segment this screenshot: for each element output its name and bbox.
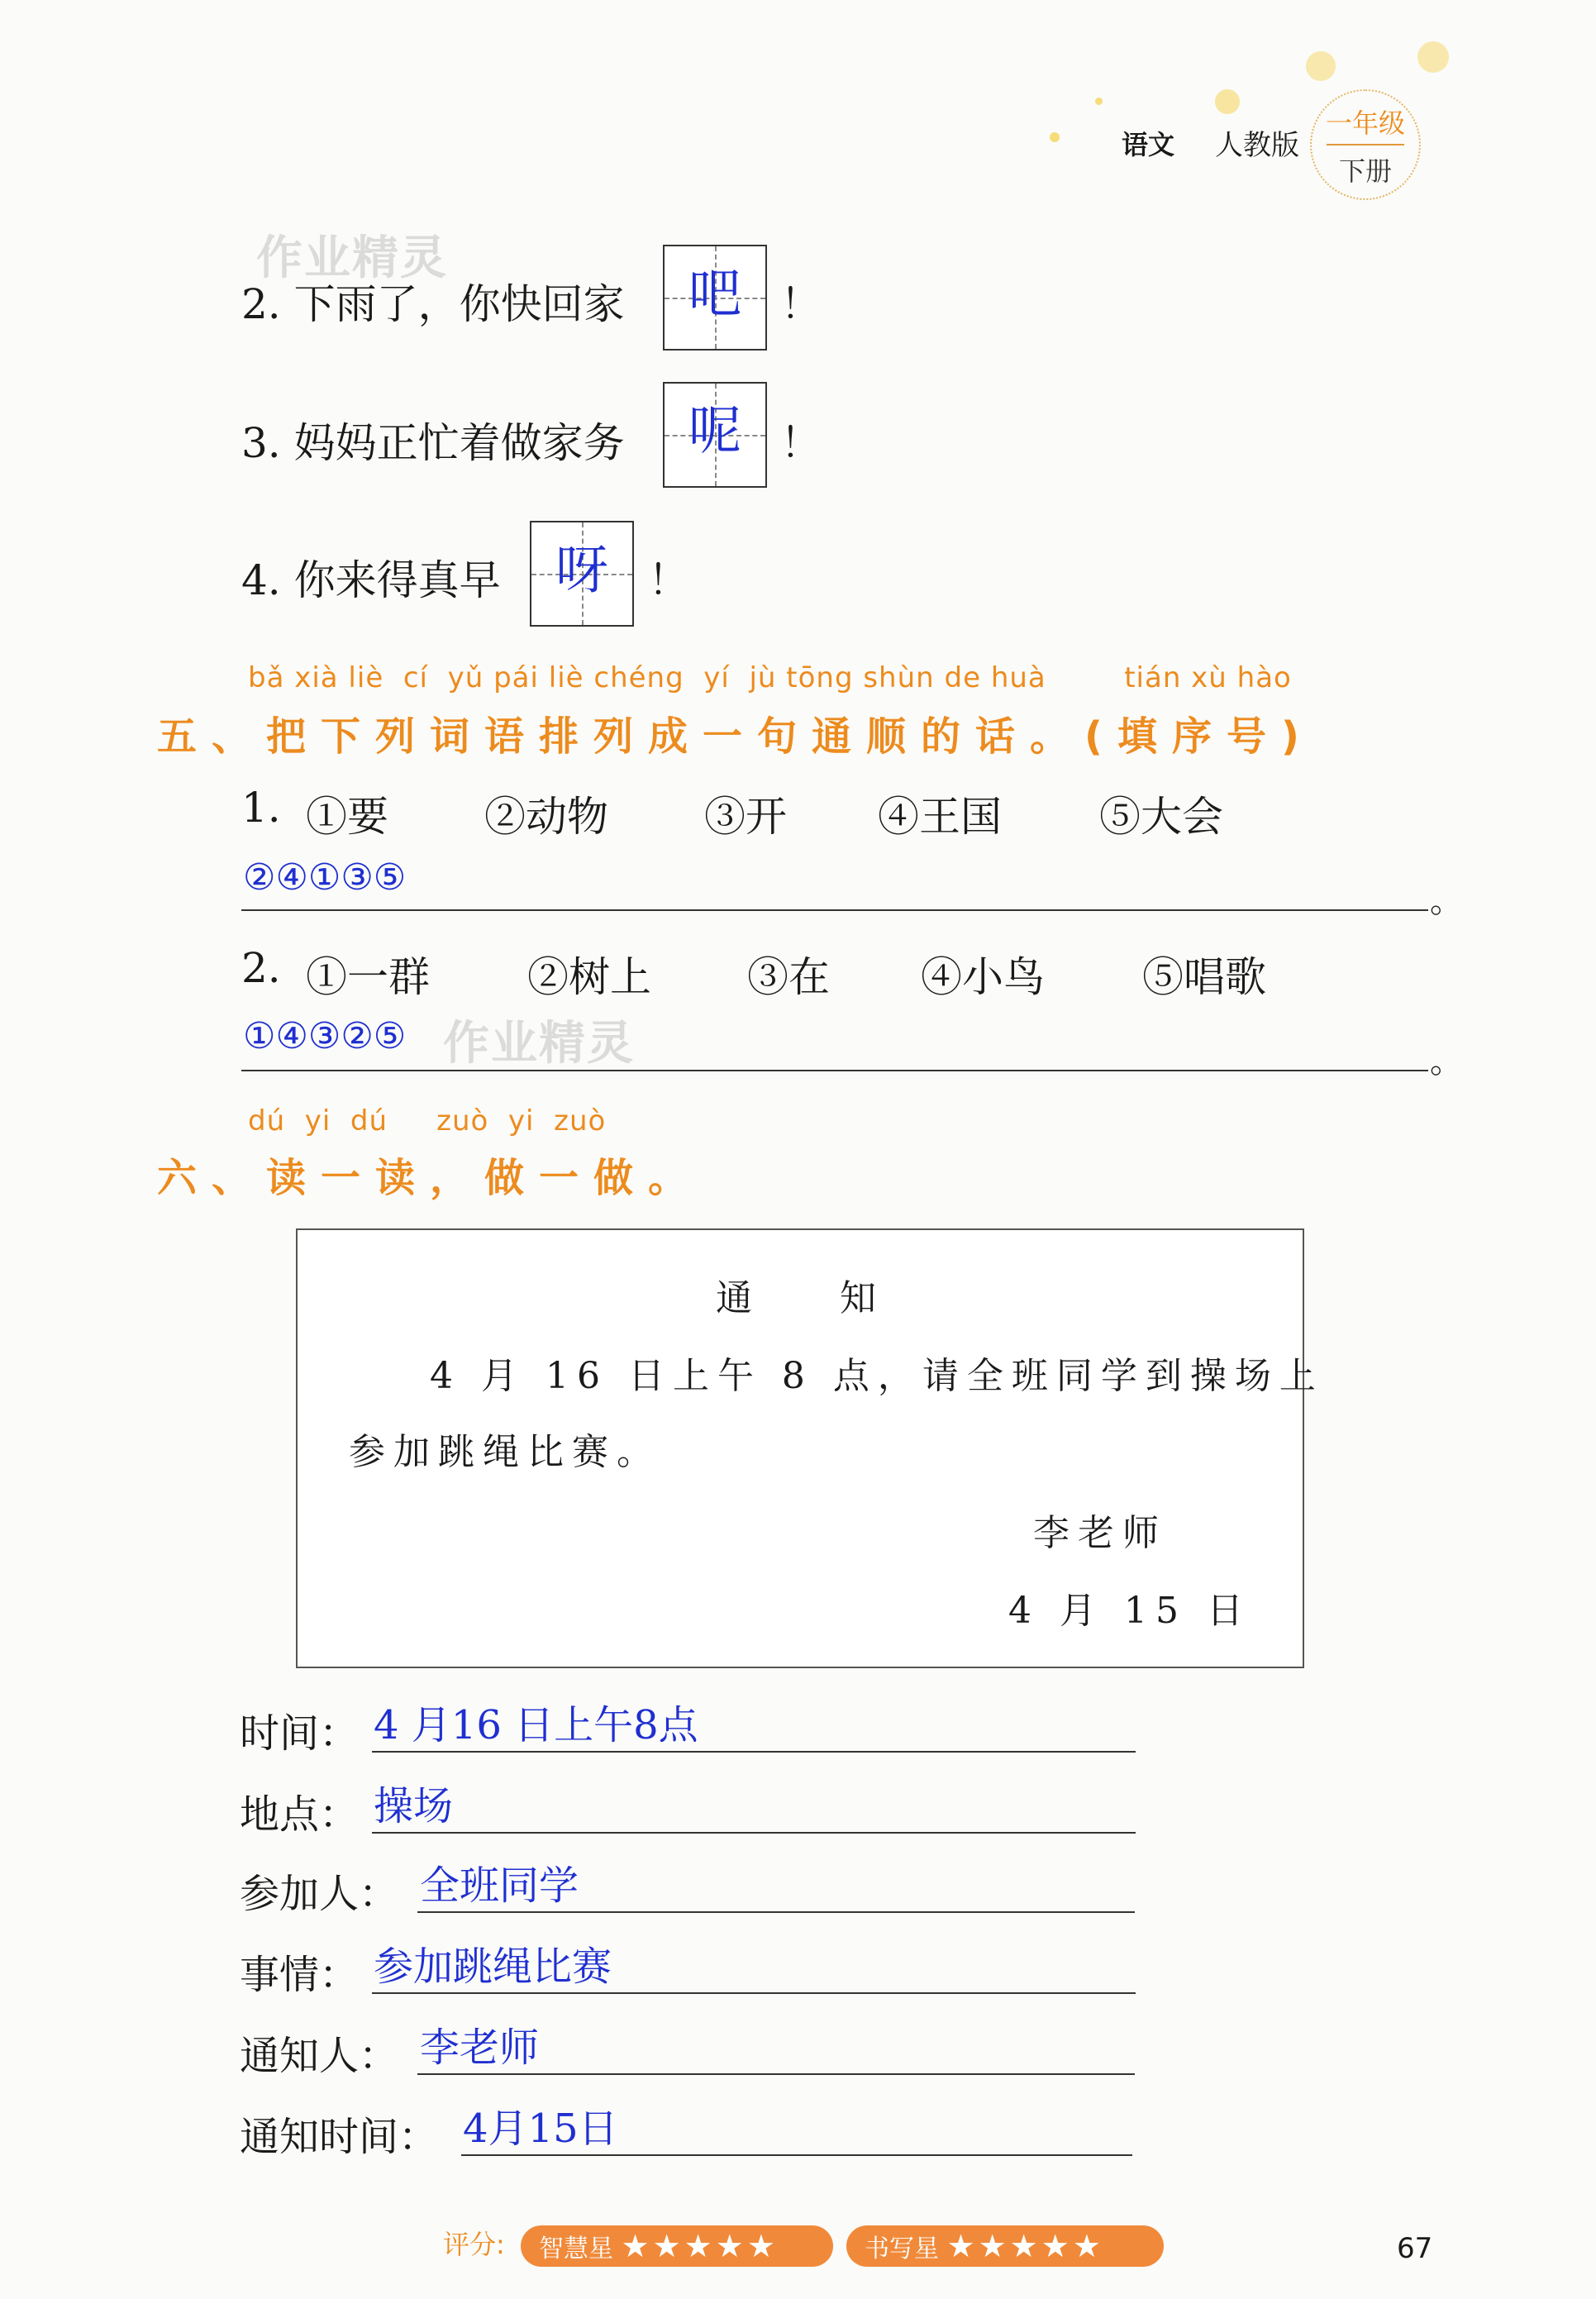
- field-line-participants: [417, 1911, 1135, 1913]
- watermark: 作业精灵: [256, 231, 448, 285]
- answer-box-3-char: 呢: [688, 401, 741, 462]
- section6-title: 六、读一读，做一做。: [157, 1155, 703, 1201]
- question-3-end: ！: [780, 419, 822, 467]
- field-value-place: 操场: [374, 1783, 454, 1829]
- s5-q1-answer: ②④①③⑤: [243, 856, 407, 899]
- field-label-notifier: 通知人：: [240, 2033, 399, 2079]
- question-2-text: 2. 下雨了，你快回家: [241, 280, 625, 328]
- section5-title: 五、把下列词语排列成一句通顺的话。(填序号): [157, 713, 1314, 760]
- notice-title: 通 知: [716, 1277, 884, 1319]
- s5-q1-word: ③开: [704, 793, 787, 841]
- field-value-participants: 全班同学: [420, 1863, 579, 1909]
- edition-label: 人教版: [1215, 129, 1299, 162]
- field-label-event: 事情：: [240, 1952, 360, 1998]
- field-line-event: [372, 1992, 1136, 1994]
- grade-label: 一年级: [1325, 107, 1405, 139]
- s5-q1-num: 1.: [241, 784, 281, 832]
- notice-date: 4 月 15 日: [1008, 1590, 1251, 1632]
- s5-q2-word: ②树上: [527, 953, 651, 1001]
- field-value-event: 参加跳绳比赛: [374, 1944, 612, 1990]
- s5-q1-word: ⑤大会: [1099, 793, 1223, 841]
- grade-badge: [1310, 89, 1421, 200]
- question-4-end: ！: [648, 556, 689, 604]
- score-label: 评分:: [443, 2229, 505, 2260]
- field-label-notice-time: 通知时间：: [240, 2114, 439, 2160]
- notice-line1: 4 月 16 日上午 8 点，请全班同学到操场上: [430, 1355, 1324, 1397]
- page-number: 67: [1397, 2232, 1433, 2265]
- s5-q2-line: [241, 1070, 1428, 1071]
- question-4-text: 4. 你来得真早: [241, 556, 501, 604]
- field-value-notifier: 李老师: [420, 2025, 540, 2071]
- field-label-time: 时间：: [240, 1710, 360, 1757]
- field-line-place: [372, 1832, 1136, 1834]
- wisdom-star-badge: [521, 2225, 833, 2267]
- notice-signer: 李老师: [1033, 1512, 1167, 1554]
- answer-box-2-char: 吧: [688, 264, 741, 325]
- writing-star-label: 书写星: [865, 2235, 939, 2263]
- field-line-notifier: [417, 2073, 1135, 2075]
- s5-q2-word: ①一群: [306, 953, 430, 1001]
- wisdom-star-label: 智慧星: [539, 2235, 613, 2263]
- subject-label: 语文: [1122, 129, 1175, 160]
- s5-q1-period: 。: [1430, 882, 1463, 920]
- section6-pinyin: dú yi dú zuò yi zuò: [248, 1104, 607, 1138]
- notice-line2: 参加跳绳比赛。: [349, 1431, 661, 1473]
- question-3-text: 3. 妈妈正忙着做家务: [241, 419, 625, 467]
- field-value-notice-time: 4月15日: [463, 2106, 618, 2152]
- field-line-notice-time: [461, 2154, 1132, 2156]
- s5-q2-period: 。: [1430, 1042, 1463, 1080]
- s5-q2-word: ④小鸟: [921, 953, 1045, 1001]
- writing-star-badge: [846, 2225, 1164, 2267]
- field-value-time: 4 月16 日上午8点: [374, 1702, 698, 1748]
- question-2-end: ！: [780, 280, 822, 328]
- answer-box-2: [663, 245, 767, 351]
- notice-box: [296, 1228, 1324, 1668]
- section5-pinyin: bǎ xià liè cí yǔ pái liè chéng yí jù tōng shùn de huà tián xù hào: [248, 661, 1292, 694]
- s5-q1-word: ④王国: [878, 793, 1002, 841]
- field-label-participants: 参加人：: [240, 1871, 399, 1917]
- writing-stars: ★★★★★: [946, 2228, 1104, 2264]
- answer-box-3: [663, 382, 767, 488]
- wisdom-stars: ★★★★★: [621, 2228, 779, 2264]
- s5-q2-num: 2.: [241, 944, 281, 992]
- s5-q1-word: ①要: [306, 793, 388, 841]
- s5-q1-line: [241, 909, 1428, 911]
- volume-label: 下册: [1338, 155, 1392, 187]
- answer-box-4-char: 呀: [555, 540, 608, 601]
- s5-q2-word: ⑤唱歌: [1142, 953, 1266, 1001]
- s5-q2-word: ③在: [747, 953, 830, 1001]
- field-label-place: 地点：: [240, 1791, 360, 1838]
- field-line-time: [372, 1751, 1136, 1753]
- s5-q2-answer: ①④③②⑤: [243, 1015, 407, 1057]
- answer-box-4: [530, 521, 634, 627]
- watermark: 作业精灵: [443, 1017, 635, 1071]
- s5-q1-word: ②动物: [484, 793, 608, 841]
